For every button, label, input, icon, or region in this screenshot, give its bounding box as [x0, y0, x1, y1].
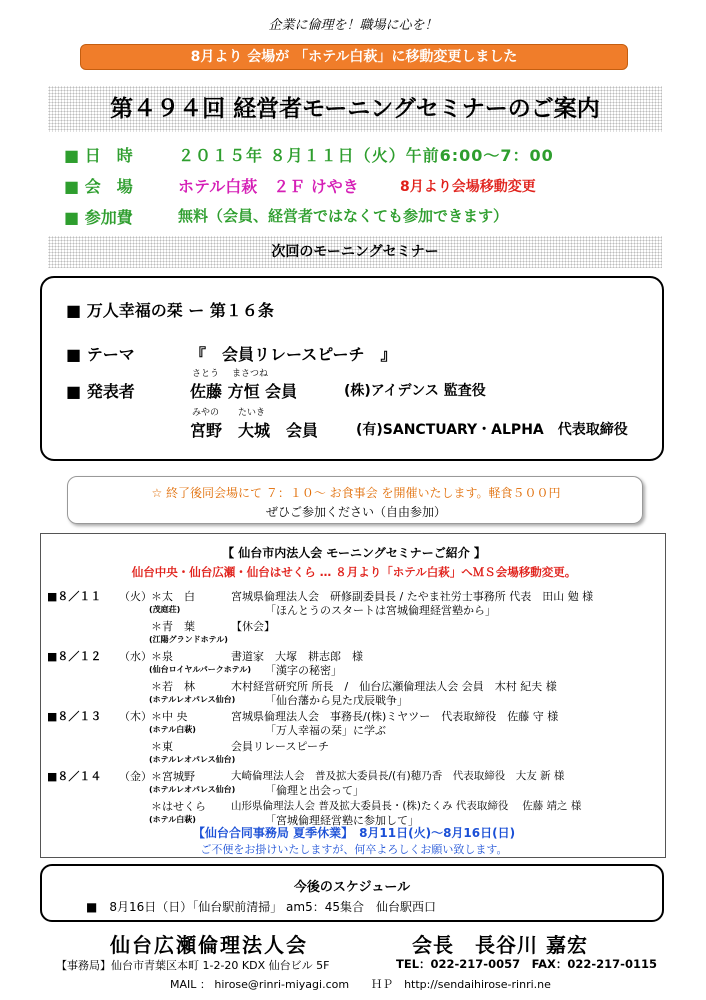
- row-speaker: 木村経営研究所 所長 / 仙台広瀬倫理法人会 会員 木村 紀夫 様: [231, 680, 557, 693]
- row-speaker: 宮城県倫理法人会 研修副委員長 / たやま社労士事務所 代表 田山 勉 様: [231, 590, 594, 603]
- row-venue: (ホテルレオパレス仙台): [149, 695, 236, 704]
- intro-box: [40, 533, 666, 858]
- venue-label: ■ 会 場: [64, 177, 133, 196]
- fee-label: ■ 参加費: [64, 208, 133, 227]
- holiday-notice: 【仙台合同事務局 夏季休業】 8月11日(火)～8月16日(日): [192, 826, 516, 840]
- contact-mail-hp[interactable]: MAIL ： hirose@rinri-miyagi.com ＨＰ http://sendaihirose-rinri.ne: [170, 978, 551, 991]
- row-date: ■８／１１: [47, 590, 102, 603]
- slogan: 企業に倫理を！職場に心を！: [268, 18, 438, 33]
- presenter-2-org: (有)SANCTUARY・ALPHA 代表取締役: [356, 422, 628, 438]
- presenter-1-name: 佐藤 方恒 会員: [190, 382, 298, 401]
- row-dow: （金）: [119, 770, 152, 783]
- p2-ruby-given: たいき: [238, 408, 266, 418]
- row-venue: (ホテルレオパレス仙台): [149, 755, 236, 764]
- row-theme: 「漢字の秘密」: [265, 664, 342, 677]
- row-venue: (ホテルレオパレス仙台): [149, 785, 236, 794]
- date-value: ２０１５年 ８月１１日（火）午前6:00～7：00: [178, 146, 554, 165]
- office-address: 【事務局】仙台市青葉区本町 1-2-20 KDX 仙台ビル 5F: [56, 959, 330, 972]
- row-speaker: 会員リレースピーチ: [231, 740, 330, 753]
- schedule-heading: 今後のスケジュール: [293, 880, 411, 895]
- intro-heading: 【 仙台市内法人会 モーニングセミナーご紹介 】: [222, 546, 486, 560]
- row-theme: 「万人幸福の栞」に学ぶ: [265, 724, 386, 737]
- row-theme: 「宮城倫理経営塾に参加して」: [265, 814, 419, 827]
- row-theme: 「ほんとうのスタートは宮城倫理経営塾から」: [265, 604, 496, 617]
- row-dow: （火）: [119, 590, 152, 603]
- venue-value: ホテル白萩 ２Ｆ けやき: [178, 177, 359, 196]
- row-place: ＊はせくら: [151, 800, 206, 813]
- org-name: 仙台広瀬倫理法人会: [110, 933, 308, 957]
- p1-ruby-family: さとう: [192, 369, 220, 379]
- row-venue: (茂庭荘): [149, 605, 181, 614]
- row-place: ＊中 央: [151, 710, 188, 723]
- row-place: ＊東: [151, 740, 173, 753]
- apology-text: ご不便をお掛けいたしますが、何卒よろしくお願い致します。: [200, 843, 508, 856]
- row-speaker: 大崎倫理法人会 普及拡大委員長/(有)穂乃香 代表取締役 大友 新 様: [231, 770, 565, 782]
- presenter-2-name: 宮野 大城 会員: [190, 421, 319, 440]
- row-place: ＊宮城野: [151, 770, 195, 783]
- row-theme: 「仙台藩から見た戊辰戦争」: [265, 694, 408, 707]
- row-place: ＊若 林: [151, 680, 195, 693]
- lunch-line2: ぜひご参加ください（自由参加）: [265, 505, 446, 519]
- next-seminar-box: [40, 276, 664, 461]
- row-dow: （木）: [119, 710, 152, 723]
- venue-note: 8月より会場移動変更: [400, 179, 536, 195]
- row-venue: (仙台ロイヤルパークホテル): [149, 665, 252, 674]
- presenter-1-org: (株)アイデンス 監査役: [344, 383, 486, 399]
- p1-ruby-given: まさつね: [232, 369, 269, 379]
- row-speaker: 書道家 大塚 耕志郎 様: [231, 650, 363, 663]
- intro-notice: 仙台中央・仙台広瀬・仙台はせくら … ８月より「ホテル白萩」へＭＳ会場移動変更。: [131, 565, 577, 579]
- venue-change-banner: 8月より 会場が 「ホテル白萩」に移動変更しました: [80, 44, 628, 70]
- lunch-box: [67, 476, 643, 524]
- presenter-label: ■ 発表者: [66, 382, 135, 401]
- row-speaker: 【休会】: [231, 620, 275, 633]
- row-venue: (江陽グランドホテル): [149, 635, 228, 644]
- seminar-line1: ■ 万人幸福の栞 ー 第１６条: [66, 301, 274, 320]
- row-theme: 「倫理と出会って」: [265, 784, 364, 797]
- row-place: ＊太 白: [151, 590, 195, 603]
- page-title: 第４９４回 経営者モーニングセミナーのご案内: [48, 86, 662, 132]
- row-date: ■８／１３: [47, 710, 102, 723]
- row-date: ■８／１２: [47, 650, 102, 663]
- next-seminar-heading: 次回のモーニングセミナー: [48, 236, 662, 268]
- tel-fax: TEL：022-217-0057 FAX：022-217-0115: [396, 957, 657, 971]
- row-speaker: 宮城県倫理法人会 事務長/(株)ミヤツー 代表取締役 佐藤 守 様: [231, 710, 559, 723]
- date-label: ■ 日 時: [64, 146, 133, 165]
- p2-ruby-family: みやの: [192, 408, 220, 418]
- schedule-box: [40, 864, 664, 922]
- row-speaker: 山形県倫理法人会 普及拡大委員長・(株)たくみ 代表取締役 佐藤 靖之 様: [231, 800, 582, 812]
- lunch-line1: ☆ 終了後同会場にて ７：１０～ お食事会 を開催いたします。軽食５００円: [151, 486, 561, 500]
- theme-value: 『 会員リレースピーチ 』: [190, 345, 397, 364]
- fee-value: 無料（会員、経営者ではなくても参加できます）: [178, 207, 509, 225]
- row-dow: （水）: [119, 650, 152, 663]
- row-place: ＊泉: [151, 650, 173, 663]
- schedule-item: ■ 8月16日（日）「仙台駅前清掃」 am5：45集合 仙台駅西口: [86, 900, 437, 914]
- theme-label: ■ テーマ: [66, 345, 135, 364]
- row-date: ■８／１４: [47, 770, 102, 783]
- row-venue: (ホテル白萩): [149, 815, 196, 824]
- row-venue: (ホテル白萩): [149, 725, 196, 734]
- chairman: 会長 長谷川 嘉宏: [412, 933, 588, 957]
- row-place: ＊青 葉: [151, 620, 195, 633]
